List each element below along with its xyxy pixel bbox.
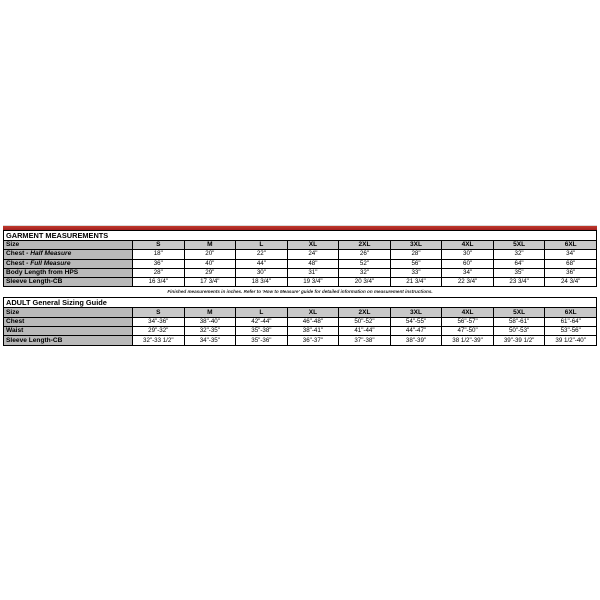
measurement-note: Finished measurements in inches. Refer to 'How to Measure' guide for detailed information on measurement instructions.: [167, 289, 433, 295]
table-cell: 18 3/4": [236, 278, 288, 287]
table-cell: 22": [236, 250, 288, 259]
table-cell: 58"-61": [493, 317, 545, 326]
table-cell: 61"-64": [545, 317, 597, 326]
table-title-row: [4, 298, 597, 308]
size-header-label: Size: [4, 241, 133, 250]
table-cell: 68": [545, 259, 597, 268]
row-label-emphasis: Half Measure: [30, 250, 72, 258]
size-header-cell: XL: [287, 308, 339, 317]
table-cell: 56"-57": [442, 317, 494, 326]
table-cell: 38 1/2"-39": [442, 336, 494, 345]
size-header-cell: 6XL: [545, 241, 597, 250]
table-cell: 39"-39 1/2": [493, 336, 545, 345]
table-cell: 28": [133, 268, 185, 277]
row-label-text: Body Length from HPS: [6, 269, 79, 277]
adult-sizing-table: [3, 297, 597, 345]
table-cell: 35": [493, 268, 545, 277]
table-cell: 36": [545, 268, 597, 277]
row-label: [4, 268, 133, 277]
table-cell: 24 3/4": [545, 278, 597, 287]
table-cell: 53"-56": [545, 327, 597, 336]
table-cell: 34": [545, 250, 597, 259]
table-cell: 33": [390, 268, 442, 277]
table-cell: 28": [390, 250, 442, 259]
size-header-cell: 2XL: [339, 308, 391, 317]
table-cell: 18": [133, 250, 185, 259]
table-cell: 23 3/4": [493, 278, 545, 287]
size-header-cell: M: [184, 308, 236, 317]
table-cell: 21 3/4": [390, 278, 442, 287]
table-row: [4, 250, 597, 259]
table-cell: 16 3/4": [133, 278, 185, 287]
table-row: [4, 336, 597, 345]
table-cell: 38"-41": [287, 327, 339, 336]
table-cell: 37"-38": [339, 336, 391, 345]
table-cell: 44": [236, 259, 288, 268]
table-cell: 52": [339, 259, 391, 268]
table-cell: 35"-36": [236, 336, 288, 345]
size-header-cell: 5XL: [493, 308, 545, 317]
table-row: [4, 278, 597, 287]
table-row: [4, 259, 597, 268]
table-cell: 30": [442, 250, 494, 259]
table-cell: 20 3/4": [339, 278, 391, 287]
row-label: [4, 278, 133, 287]
size-header-cell: L: [236, 241, 288, 250]
size-header-cell: S: [133, 241, 185, 250]
row-label-text: Chest -: [6, 259, 31, 267]
size-header-cell: 2XL: [339, 241, 391, 250]
table-cell: 50"-53": [493, 327, 545, 336]
table-cell: 56": [390, 259, 442, 268]
table-cell: 30": [236, 268, 288, 277]
row-label-text: Chest: [6, 317, 25, 325]
size-header-cell: M: [184, 241, 236, 250]
table-cell: 35"-38": [236, 327, 288, 336]
table-cell: 54"-55": [390, 317, 442, 326]
table-cell: 42"-44": [236, 317, 288, 326]
table-cell: 64": [493, 259, 545, 268]
table-cell: 32": [493, 250, 545, 259]
table-cell: 29": [184, 268, 236, 277]
table-cell: 32"-33 1/2": [133, 336, 185, 345]
table-cell: 22 3/4": [442, 278, 494, 287]
size-header-cell: 3XL: [390, 308, 442, 317]
table-cell: 36"-37": [287, 336, 339, 345]
table-cell: 34"-35": [184, 336, 236, 345]
table-cell: 19 3/4": [287, 278, 339, 287]
table-cell: 50"-52": [339, 317, 391, 326]
table-cell: 36": [133, 259, 185, 268]
table-title: GARMENT MEASUREMENTS: [4, 231, 597, 241]
table-row: [4, 327, 597, 336]
size-chart-sheet: [3, 225, 597, 346]
size-header-cell: 3XL: [390, 241, 442, 250]
table-cell: 40": [184, 259, 236, 268]
row-label: [4, 327, 133, 336]
table-cell: 31": [287, 268, 339, 277]
row-label-text: Chest -: [6, 250, 31, 258]
table-cell: 41"-44": [339, 327, 391, 336]
size-header-cell: 6XL: [545, 308, 597, 317]
row-label: [4, 250, 133, 259]
table-cell: 38"-39": [390, 336, 442, 345]
row-label: [4, 336, 133, 345]
size-header-cell: 4XL: [442, 308, 494, 317]
table-cell: 32"-35": [184, 327, 236, 336]
table-cell: 17 3/4": [184, 278, 236, 287]
size-header-row: [4, 241, 597, 250]
size-header-label: Size: [4, 308, 133, 317]
table-cell: 24": [287, 250, 339, 259]
row-label-emphasis: Full Measure: [30, 259, 71, 267]
row-label: [4, 259, 133, 268]
row-label-text: Sleeve Length-CB: [6, 336, 63, 344]
size-header-cell: 5XL: [493, 241, 545, 250]
table-cell: 48": [287, 259, 339, 268]
table-cell: 20": [184, 250, 236, 259]
table-cell: 29"-32": [133, 327, 185, 336]
table-cell: 44"-47": [390, 327, 442, 336]
table-cell: 34"-36": [133, 317, 185, 326]
table-title-row: [4, 231, 597, 241]
table-cell: 26": [339, 250, 391, 259]
size-header-cell: L: [236, 308, 288, 317]
table-title: ADULT General Sizing Guide: [4, 298, 597, 308]
table-cell: 46"-48": [287, 317, 339, 326]
size-header-row: [4, 308, 597, 317]
table-cell: 39 1/2"-40": [545, 336, 597, 345]
table-cell: 47"-50": [442, 327, 494, 336]
row-label-text: Waist: [6, 327, 24, 335]
table-cell: 38"-40": [184, 317, 236, 326]
table-row: [4, 317, 597, 326]
size-header-cell: S: [133, 308, 185, 317]
row-label: [4, 317, 133, 326]
table-cell: 34": [442, 268, 494, 277]
table-cell: 60": [442, 259, 494, 268]
table-row: [4, 268, 597, 277]
table-cell: 32": [339, 268, 391, 277]
row-label-text: Sleeve Length-CB: [6, 278, 63, 286]
garment-measurements-table: [3, 230, 597, 287]
size-header-cell: 4XL: [442, 241, 494, 250]
size-header-cell: XL: [287, 241, 339, 250]
